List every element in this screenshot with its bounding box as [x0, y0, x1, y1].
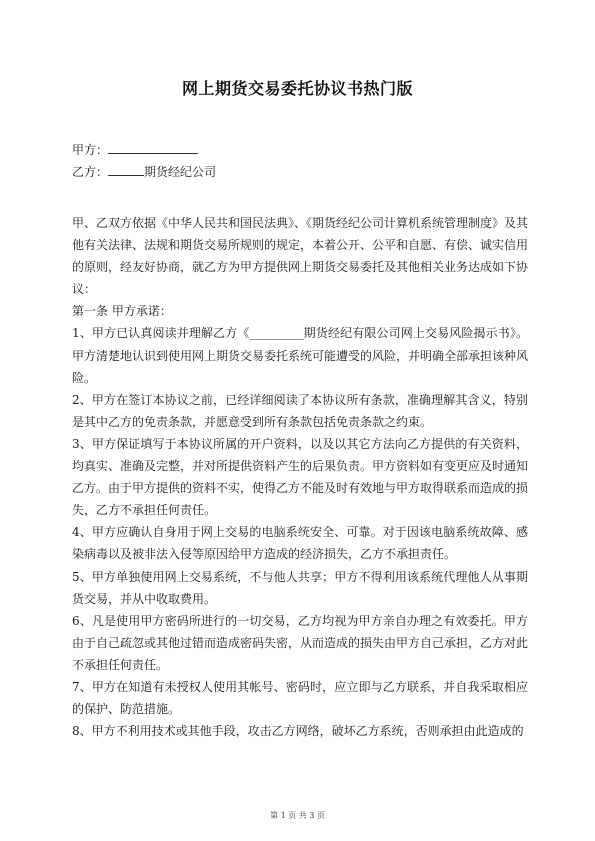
paragraph-clause-4: 4、甲方应确认自身用于网上交易的电脑系统安全、可靠。对于因该电脑系统故障、感染病毒以及被非法入侵等原因给甲方造成的经济损失，乙方不承担责任。	[72, 525, 528, 562]
paragraph-clause-8: 8、甲方不利用技术或其他手段，攻击乙方网络，破坏乙方系统，否则承担由此造成的	[72, 724, 524, 739]
document-title: 网上期货交易委托协议书热门版	[181, 79, 413, 98]
paragraph-clause-3: 3、甲方保证填写于本协议所属的开户资料，以及以其它方法向乙方提供的有关资料，均真实、准确及完整，并对所提供资料产生的后果负责。甲方资料如有变更应及时通知乙方。由于甲方提供的资料不实，使得乙方不能及时有效地与甲方取得联系而造成的损失，乙方不承担任何责任。	[72, 436, 529, 518]
party-a-line	[72, 141, 198, 158]
paragraph-clause-2: 2、甲方在签订本协议之前，已经详细阅读了本协议所有条款，准确理解其含义，特别是其中乙方的免责条款，并愿意受到所有条款包括免责条款之约束。	[72, 392, 528, 429]
party-b-blank	[108, 163, 144, 176]
paragraph-clause-1: 1、甲方已认真阅读并理解乙方《_________期货经纪有限公司网上交易风险揭示书》。甲方清楚地认识到使用网上期货交易委托系统可能遭受的风险，并明确全部承担该种风险。	[72, 326, 529, 385]
paragraph-article-heading: 第一条 甲方承诺：	[72, 304, 172, 319]
party-a-blank	[108, 141, 198, 154]
agreement-body	[72, 212, 528, 742]
party-b-label: 乙方：	[72, 165, 109, 179]
paragraph-preamble: 甲、乙双方依据《中华人民共和国民法典》、《期货经纪公司计算机系统管理制度》及其他有关法律、法规和期货交易所规则的规定，本着公开、公平和自愿、有偿、诚实信用的原则，经友好协商，就乙方为甲方提供网上期货交易委托及其他相关业务达成如下协议：	[72, 216, 529, 297]
party-b-suffix: 期货经纪公司	[144, 165, 217, 179]
party-b-line	[72, 163, 216, 180]
page-number-footer: 第 1 页 共 3 页	[270, 811, 325, 820]
party-a-label: 甲方：	[72, 143, 109, 157]
paragraph-clause-7: 7、甲方在知道有未授权人使用其帐号、密码时，应立即与乙方联系，并自我采取相应的保护、防范措施。	[72, 679, 528, 717]
paragraph-clause-6: 6、凡是使用甲方密码所进行的一切交易，乙方均视为甲方亲自办理之有效委托。甲方由于自己疏忽或其他过错而造成密码失密，从而造成的损失由甲方自己承担，乙方对此不承担任何责任。	[72, 613, 529, 672]
paragraph-clause-5: 5、甲方单独使用网上交易系统，不与他人共享；甲方不得利用该系统代理他人从事期货交易，并从中收取费用。	[72, 569, 528, 606]
